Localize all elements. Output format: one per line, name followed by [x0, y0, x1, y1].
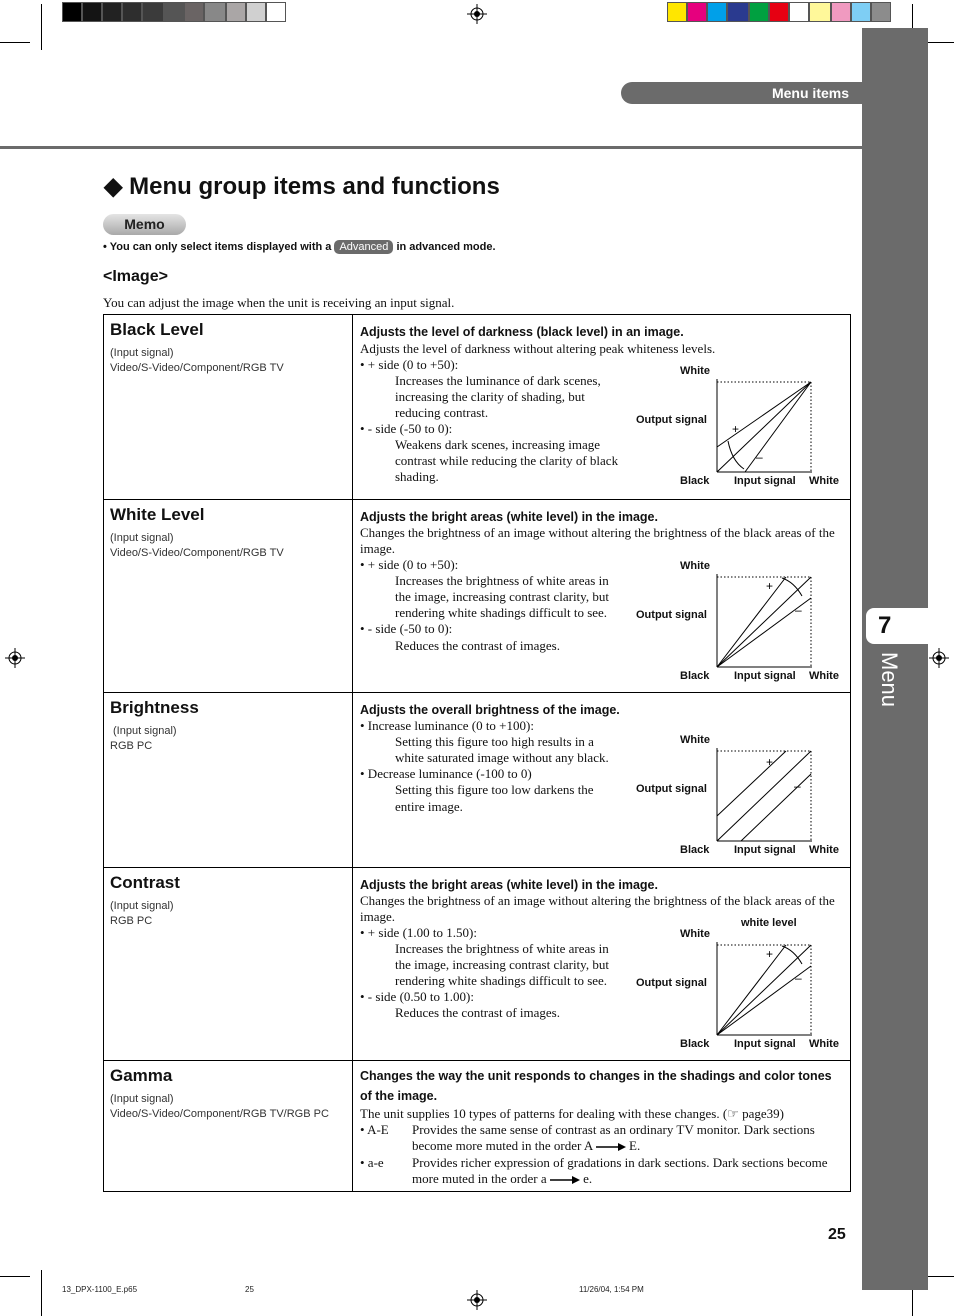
svg-text:+: + — [766, 947, 774, 961]
bullet-minus: • - side (-50 to 0): — [360, 421, 453, 436]
memo-note-before: • You can only select items displayed with a — [103, 241, 332, 253]
bullet-text-part: become more muted in the order A — [412, 1138, 593, 1153]
chapter-name: Menu — [877, 652, 902, 708]
gray-bar — [82, 2, 102, 22]
gray-bar — [184, 2, 204, 22]
signal-types: Video/S-Video/Component/RGB TV/RGB PC — [110, 1108, 329, 1120]
page-number: 25 — [828, 1226, 846, 1243]
chart-label-output: Output signal — [636, 609, 707, 621]
section-heading: <Image> — [103, 268, 168, 285]
color-bar — [769, 2, 789, 22]
black-level-graph — [716, 379, 812, 473]
color-bar — [727, 2, 749, 22]
bullet-text: Reduces the contrast of images. — [395, 638, 560, 653]
signal-label: (Input signal) — [113, 725, 177, 737]
bullet-text: Increases the brightness of white areas in — [395, 941, 609, 956]
description-intro: The unit supplies 10 types of patterns for dealing with these changes. (☞ page39) — [360, 1106, 784, 1121]
item-signal — [110, 1092, 346, 1122]
chart-label-white-x: White — [809, 1038, 839, 1050]
registration-mark-icon — [467, 1290, 487, 1310]
chart-label-input: Input signal — [734, 475, 796, 487]
bullet-text: Setting this figure too high results in a — [395, 734, 594, 749]
bullet-text: increasing the clarity of shading, but — [395, 389, 585, 404]
memo-note — [103, 240, 496, 254]
color-bar — [687, 2, 707, 22]
chart-label-input: Input signal — [734, 670, 796, 682]
description-cell — [360, 1061, 846, 1191]
gray-bar — [62, 2, 82, 22]
bullet-key: • a-e — [360, 1155, 384, 1170]
crop-mark — [928, 1276, 954, 1277]
chart-label-white-x: White — [809, 844, 839, 856]
crop-mark — [928, 42, 954, 43]
table-row — [104, 1061, 850, 1191]
description-intro: Adjusts the level of darkness without altering peak whiteness levels. — [360, 341, 716, 356]
svg-text:+: + — [766, 755, 774, 769]
table-row — [104, 500, 850, 693]
svg-text:–: – — [795, 971, 802, 985]
bullet-text: Provides the same sense of contrast as an ordinary TV monitor. Dark sections — [412, 1122, 815, 1137]
registration-mark-icon — [5, 648, 25, 668]
crop-mark — [0, 42, 30, 43]
bullet-text: entire image. — [395, 799, 463, 814]
bullet-text: rendering white shadings difficult to see. — [395, 973, 608, 988]
crop-mark — [41, 1270, 42, 1316]
color-bar — [789, 2, 809, 22]
svg-text:–: – — [756, 450, 763, 464]
bullet-plus: • Increase luminance (0 to +100): — [360, 718, 534, 733]
bullet-plus: • + side (1.00 to 1.50): — [360, 925, 477, 940]
bullet-text — [412, 1171, 592, 1187]
page-title: ◆ Menu group items and functions — [104, 173, 500, 200]
bullet-text: the image, increasing contrast clarity, but — [395, 589, 609, 604]
gray-bar — [142, 2, 164, 22]
item-cell — [104, 500, 353, 692]
bullet-text: Increases the brightness of white areas in — [395, 573, 609, 588]
bullet-text-part: E. — [629, 1138, 641, 1153]
description-cell — [360, 868, 846, 1060]
description-cell — [360, 315, 846, 499]
svg-text:+: + — [766, 579, 774, 593]
chart-label-input: Input signal — [734, 1038, 796, 1050]
bullet-text: rendering white shadings difficult to see. — [395, 605, 608, 620]
signal-label: (Input signal) — [110, 900, 174, 912]
color-bar — [749, 2, 769, 22]
chart-label-white-x: White — [809, 670, 839, 682]
arrow-right-icon — [596, 1142, 626, 1152]
svg-text:–: – — [795, 603, 802, 617]
signal-types: RGB PC — [110, 915, 153, 927]
svg-text:+: + — [732, 422, 740, 436]
item-signal — [110, 531, 346, 561]
bullet-text: reducing contrast. — [395, 405, 489, 420]
item-cell — [104, 868, 353, 1060]
gray-bar — [122, 2, 142, 22]
color-bar — [851, 2, 871, 22]
chart-label-black: Black — [680, 670, 710, 682]
gray-bar — [164, 2, 184, 22]
advanced-badge: Advanced — [334, 240, 393, 254]
footer-page: 25 — [245, 1285, 254, 1294]
signal-types: Video/S-Video/Component/RGB TV — [110, 547, 284, 559]
bullet-text: Provides richer expression of gradations in dark sections. Dark sections become — [412, 1155, 828, 1170]
chart-label-white: White — [680, 928, 710, 940]
crop-mark — [41, 4, 42, 50]
chart-label-white: White — [680, 560, 710, 572]
bullet-text: contrast while reducing the clarity of black — [395, 453, 619, 468]
bullet-text-part: more muted in the order a — [412, 1171, 547, 1186]
item-signal — [110, 724, 346, 754]
chart-label-white-x: White — [809, 475, 839, 487]
description-title: Adjusts the bright areas (white level) in the image. — [360, 510, 658, 524]
item-cell — [104, 1061, 353, 1191]
chart-label-black: Black — [680, 1038, 710, 1050]
chart-label-input: Input signal — [734, 844, 796, 856]
signal-label: (Input signal) — [110, 1093, 174, 1105]
signal-label: (Input signal) — [110, 532, 174, 544]
color-bar — [809, 2, 831, 22]
signal-types: Video/S-Video/Component/RGB TV — [110, 362, 284, 374]
item-signal — [110, 346, 346, 376]
color-bar — [707, 2, 727, 22]
item-name: Black Level — [110, 320, 204, 339]
description-intro: image. — [360, 909, 396, 924]
bullet-text — [412, 1138, 640, 1154]
chapter-number: 7 — [866, 608, 928, 644]
section-label: Menu items — [621, 82, 862, 104]
gray-bar — [204, 2, 226, 22]
bullet-minus: • Decrease luminance (-100 to 0) — [360, 766, 532, 781]
chart-label-black: Black — [680, 844, 710, 856]
image-settings-table — [103, 314, 851, 1192]
bullet-text: white saturated image without any black. — [395, 750, 609, 765]
item-cell — [104, 693, 353, 867]
registration-mark-icon — [467, 4, 487, 24]
white-level-graph — [716, 574, 812, 668]
crop-mark — [0, 1276, 30, 1277]
section-intro: You can adjust the image when the unit is receiving an input signal. — [103, 295, 455, 310]
table-row — [104, 868, 850, 1061]
svg-text:–: – — [794, 779, 801, 793]
registration-mark-icon — [929, 648, 949, 668]
description-cell — [360, 693, 846, 867]
bullet-plus: • + side (0 to +50): — [360, 357, 459, 372]
arrow-right-icon — [550, 1175, 580, 1185]
item-name: Brightness — [110, 698, 199, 717]
bullet-text: Increases the luminance of dark scenes, — [395, 373, 601, 388]
signal-label: (Input signal) — [110, 347, 174, 359]
item-name: Contrast — [110, 873, 180, 892]
bullet-text: shading. — [395, 469, 439, 484]
gray-bar — [246, 2, 266, 22]
bullet-text-part: e. — [583, 1171, 593, 1186]
bullet-key: • A-E — [360, 1122, 389, 1137]
chart-label-black: Black — [680, 475, 710, 487]
description-title: Changes the way the unit responds to changes in the shadings and color tones of the image. — [360, 1069, 832, 1103]
chart-label-white: White — [680, 365, 710, 377]
item-signal — [110, 899, 346, 929]
gray-bar — [226, 2, 246, 22]
color-bar — [831, 2, 851, 22]
contrast-graph — [716, 942, 812, 1036]
item-name: Gamma — [110, 1066, 173, 1085]
header-rule — [0, 146, 862, 149]
description-intro: image. — [360, 541, 396, 556]
chart-label-output: Output signal — [636, 977, 707, 989]
footer-file: 13_DPX-1100_E.p65 — [62, 1285, 138, 1294]
bullet-text: Reduces the contrast of images. — [395, 1005, 560, 1020]
chart-label-output: Output signal — [636, 783, 707, 795]
color-bar — [667, 2, 687, 22]
table-row — [104, 315, 850, 500]
description-title: Adjusts the bright areas (white level) in the image. — [360, 878, 658, 892]
memo-label: Memo — [103, 214, 186, 235]
gray-bar — [102, 2, 122, 22]
description-intro: Changes the brightness of an image without altering the brightness of the black areas of the — [360, 893, 835, 908]
table-row — [104, 693, 850, 868]
bullet-minus: • - side (-50 to 0): — [360, 621, 453, 636]
color-bar — [871, 2, 891, 22]
bullet-plus: • + side (0 to +50): — [360, 557, 459, 572]
description-intro: Changes the brightness of an image without altering the brightness of the black areas of the — [360, 525, 835, 540]
bullet-minus: • - side (0.50 to 1.00): — [360, 989, 474, 1004]
memo-note-after: in advanced mode. — [396, 241, 496, 253]
description-cell — [360, 500, 846, 692]
signal-types: RGB PC — [110, 740, 153, 752]
item-name: White Level — [110, 505, 205, 524]
item-cell — [104, 315, 353, 499]
bullet-text: Weakens dark scenes, increasing image — [395, 437, 601, 452]
description-title: Adjusts the level of darkness (black level) in an image. — [360, 325, 684, 339]
gray-bar — [266, 2, 286, 22]
brightness-graph — [716, 748, 812, 842]
bullet-text: the image, increasing contrast clarity, but — [395, 957, 609, 972]
chart-label-white: White — [680, 734, 710, 746]
footer-date: 11/26/04, 1:54 PM — [579, 1285, 644, 1294]
chart-label-output: Output signal — [636, 414, 707, 426]
bullet-text: Setting this figure too low darkens the — [395, 782, 594, 797]
chart-label-white-level: white level — [741, 917, 797, 929]
description-title: Adjusts the overall brightness of the image. — [360, 703, 620, 717]
